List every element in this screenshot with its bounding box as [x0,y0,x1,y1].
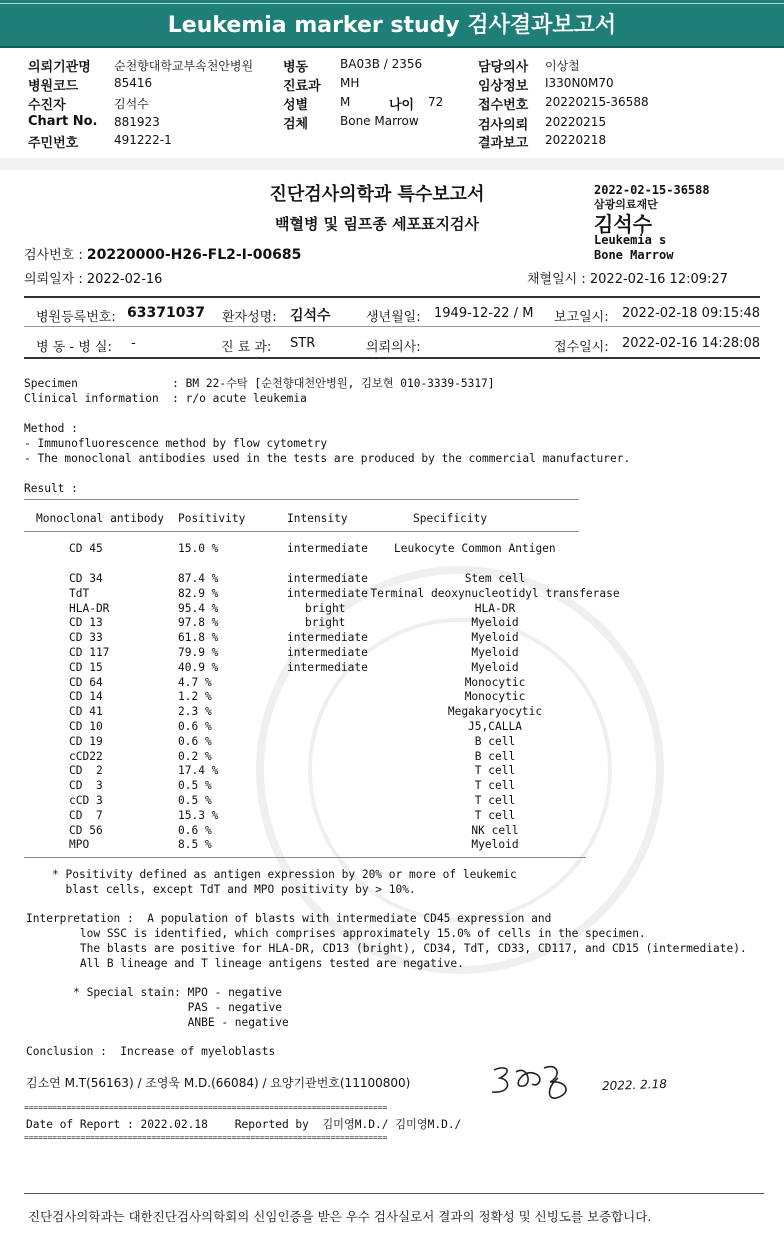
stamp-name: 김석수 [594,212,652,236]
header-label: 수진자 [28,98,66,113]
header-label: 진료과 [283,79,321,94]
request-date: 의뢰일자 : 2022-02-16 [24,272,163,287]
dept-value: STR [290,336,316,351]
row-positivity: 97.8 % [178,616,219,630]
row-antibody: CD 56 [69,823,103,837]
header-label: 병동 [283,60,309,75]
row-positivity: 8.5 % [178,838,212,852]
column-header-specificity: Specificity [413,512,488,525]
row-positivity: 1.2 % [178,690,212,704]
receipt-time-value: 2022-02-16 14:28:08 [622,336,761,351]
header-label: 주민번호 [28,136,79,151]
signature-date: 2022. 2.18 [601,1076,668,1094]
receipt-time-label: 접수일시: [554,340,609,355]
row-intensity: bright [305,601,346,615]
row-specificity: Monocytic [464,675,526,689]
row-specificity: B cell [474,734,516,748]
exam-number-label: 검사번호 : [24,248,87,263]
row-positivity: 15.0 % [178,542,219,555]
footnote-line: blast cells, except TdT and MPO positivity by > 10%. [52,883,416,896]
row-antibody: CD 41 [69,705,103,719]
info-mid-rule [24,326,760,327]
row-specificity: NK cell [471,823,519,837]
row-positivity: 87.4 % [178,572,219,585]
table-dashed-rule [24,857,586,858]
reg-no-value: 63371037 [127,305,205,321]
result-label: Result : [24,482,78,495]
row-specificity: Monocytic [464,690,526,704]
row-positivity: 0.6 % [178,823,212,837]
conclusion-line: Conclusion : Increase of myeloblasts [26,1045,276,1058]
header-label: 검체 [283,117,309,132]
row-antibody: CD 33 [69,631,103,645]
header-label: 담당의사 [478,60,529,75]
row-antibody: MPO [69,838,90,852]
reg-no-label: 병원등록번호: [36,310,116,325]
exam-number [24,244,301,263]
age-label: 나이 [389,98,415,113]
header-value: 20220215 [545,115,607,129]
row-antibody: TdT [69,586,90,600]
table-dashed-rule [24,499,579,500]
row-specificity: Myeloid [471,838,519,852]
row-antibody: CD 19 [69,734,103,748]
report-time-value: 2022-02-18 09:15:48 [622,306,761,321]
info-top-rule [24,296,760,298]
footnote-line: * Positivity defined as antigen expression by 20% or more of leukemic [52,868,517,881]
row-positivity: 0.5 % [178,794,212,807]
row-antibody: CD 34 [69,572,103,585]
header-value: I330N0M70 [545,76,614,90]
table-dashed-rule [24,531,579,532]
special-stain-line: PAS - negative [26,1001,282,1014]
row-positivity: 79.9 % [178,646,219,659]
signers-line: 김소연 M.T(56163) / 조영욱 M.D.(66084) / 요양기관번호(11100800) [26,1076,411,1090]
row-antibody: CD 117 [69,646,110,659]
header-label: 의뢰기관명 [28,60,91,75]
row-positivity: 0.6 % [178,734,212,748]
row-specificity: T cell [474,779,516,793]
header-label: 접수번호 [478,98,529,113]
row-antibody: cCD22 [69,749,103,763]
row-antibody: CD 15 [69,660,103,674]
row-positivity: 95.4 % [178,601,219,615]
row-positivity: 40.9 % [178,660,219,674]
age-value: 72 [428,95,444,109]
row-intensity: intermediate [287,572,368,585]
header-label: 임상정보 [478,79,529,94]
dept-label: 진 료 과: [221,340,272,355]
method-line: - Immunofluorescence method by flow cytometry [24,437,328,450]
header-value: 이상철 [545,59,580,73]
row-antibody: HLA-DR [69,601,110,615]
report-subtitle: 백혈병 및 림프종 세포표지검사 [274,215,480,233]
row-specificity: Stem cell [464,572,526,585]
equals-rule: ============================================================================= [24,1133,388,1142]
report-main-title: 진단검사의학과 특수보고서 [269,184,485,205]
row-specificity: T cell [474,794,516,807]
row-specificity: Myeloid [471,660,519,674]
header-value: 김석수 [114,97,149,111]
section-divider [0,158,784,170]
date-of-report-line: Date of Report : 2022.02.18 Reported by 김미영M.D./ 김미영M.D./ [26,1118,462,1131]
ward-value: - [131,336,136,351]
stamp-line: 삼광의료재단 [594,198,658,211]
header-label: 검사의뢰 [478,118,529,133]
patient-value: 김석수 [290,308,331,324]
row-positivity: 61.8 % [178,631,219,645]
header-label: Chart No. [28,114,98,129]
row-antibody: CD 7 [69,808,103,822]
header-label: 병원코드 [28,79,79,94]
column-header-intensity: Intensity [287,512,348,525]
row-antibody: CD 3 [69,779,103,793]
header-label: 성별 [283,98,309,113]
row-antibody: CD 10 [69,720,103,733]
header-value: 881923 [114,115,160,129]
row-antibody: CD 14 [69,690,103,704]
header-value: M [340,95,351,109]
header-value: MH [340,76,360,90]
interpretation-line: All B lineage and T lineage antigens tested are negative. [26,957,464,970]
specimen-line: Specimen : BM 22-수탁 [순천향대천안병원, 김보현 010-3339-5317] [24,377,495,390]
row-positivity: 15.3 % [178,808,219,822]
row-specificity: B cell [474,749,516,763]
row-specificity: HLA-DR [474,601,516,615]
row-intensity: bright [305,616,346,630]
clinical-info-line: Clinical information : r/o acute leukemia [24,392,307,405]
special-stain-line: ANBE - negative [26,1016,289,1029]
row-antibody: CD 2 [69,764,103,778]
row-intensity: intermediate [287,542,368,555]
ward-label: 병 동 - 병 실: [36,340,112,355]
patient-label: 환자성명: [222,310,277,325]
row-antibody: CD 45 [69,542,103,555]
header-value: 491222-1 [114,133,172,147]
equals-rule: ============================================================================= [24,1103,388,1112]
stamp-line: Leukemia s [594,233,667,247]
header-value: BA03B / 2356 [340,57,423,71]
collect-date: 채혈일시 : 2022-02-16 12:09:27 [527,272,728,287]
header-value: 순천향대학교부속천안병원 [114,59,254,73]
row-specificity: Myeloid [471,616,519,630]
footer-note: 진단검사의학과는 대한진단검사의학회의 신임인증을 받은 우수 검사실로서 결과의 정확성 및 신빙도를 보증합니다. [28,1209,652,1224]
row-specificity: Megakaryocytic [447,705,543,719]
header-value: 85416 [114,76,153,90]
interpretation-line: Interpretation : A population of blasts with intermediate CD45 expression and [26,912,552,925]
row-specificity: J5,CALLA [468,720,522,733]
row-positivity: 17.4 % [178,764,219,778]
row-antibody: CD 64 [69,675,103,689]
row-intensity: intermediate [287,646,368,659]
method-line: - The monoclonal antibodies used in the tests are produced by the commercial manufacturer. [24,452,631,465]
row-specificity: T cell [474,764,516,778]
dob-label: 생년월일: [366,310,421,325]
row-antibody: CD 13 [69,616,103,630]
row-specificity: T cell [474,808,516,822]
interpretation-line: The blasts are positive for HLA-DR, CD13 (bright), CD34, TdT, CD33, CD117, and CD15 (intermediate). [26,942,747,955]
row-positivity: 0.6 % [178,720,212,733]
row-antibody: cCD 3 [69,794,103,807]
row-positivity: 0.2 % [178,749,212,763]
method-line: Method : [24,422,78,435]
column-header-positivity: Positivity [178,512,246,525]
report-time-label: 보고일시: [554,310,609,325]
special-stain-line: * Special stain: MPO - negative [26,986,282,999]
exam-number-value: 20220000-H26-FL2-I-00685 [86,247,302,263]
header-value: Bone Marrow [340,114,419,128]
report-title: Leukemia marker study 검사결과보고서 [0,0,784,48]
row-intensity: intermediate [287,586,368,600]
row-positivity: 4.7 % [178,675,212,689]
column-header-antibody: Monoclonal antibody [36,512,164,525]
interpretation-line: low SSC is identified, which comprises approximately 15.0% of cells in the specimen. [26,927,646,940]
row-positivity: 2.3 % [178,705,212,719]
header-value: 20220218 [545,133,607,147]
stamp-line: 2022-02-15-36588 [594,183,710,197]
row-intensity: intermediate [287,660,368,674]
info-bottom-rule [24,357,760,359]
row-specificity: Myeloid [471,631,519,645]
row-specificity: Myeloid [471,646,519,659]
row-specificity: Leukocyte Common Antigen [394,542,556,555]
dob-value: 1949-12-22 / M [434,306,534,321]
row-intensity: intermediate [287,631,368,645]
footer-rule [24,1193,764,1194]
doctor-label: 의뢰의사: [366,340,421,355]
stamp-line: Bone Marrow [594,248,674,262]
row-positivity: 0.5 % [178,779,212,793]
header-label: 결과보고 [478,136,529,151]
row-positivity: 82.9 % [178,586,219,600]
header-value: 20220215-36588 [545,95,649,109]
row-specificity: Terminal deoxynucleotidyl transferase [370,586,620,600]
